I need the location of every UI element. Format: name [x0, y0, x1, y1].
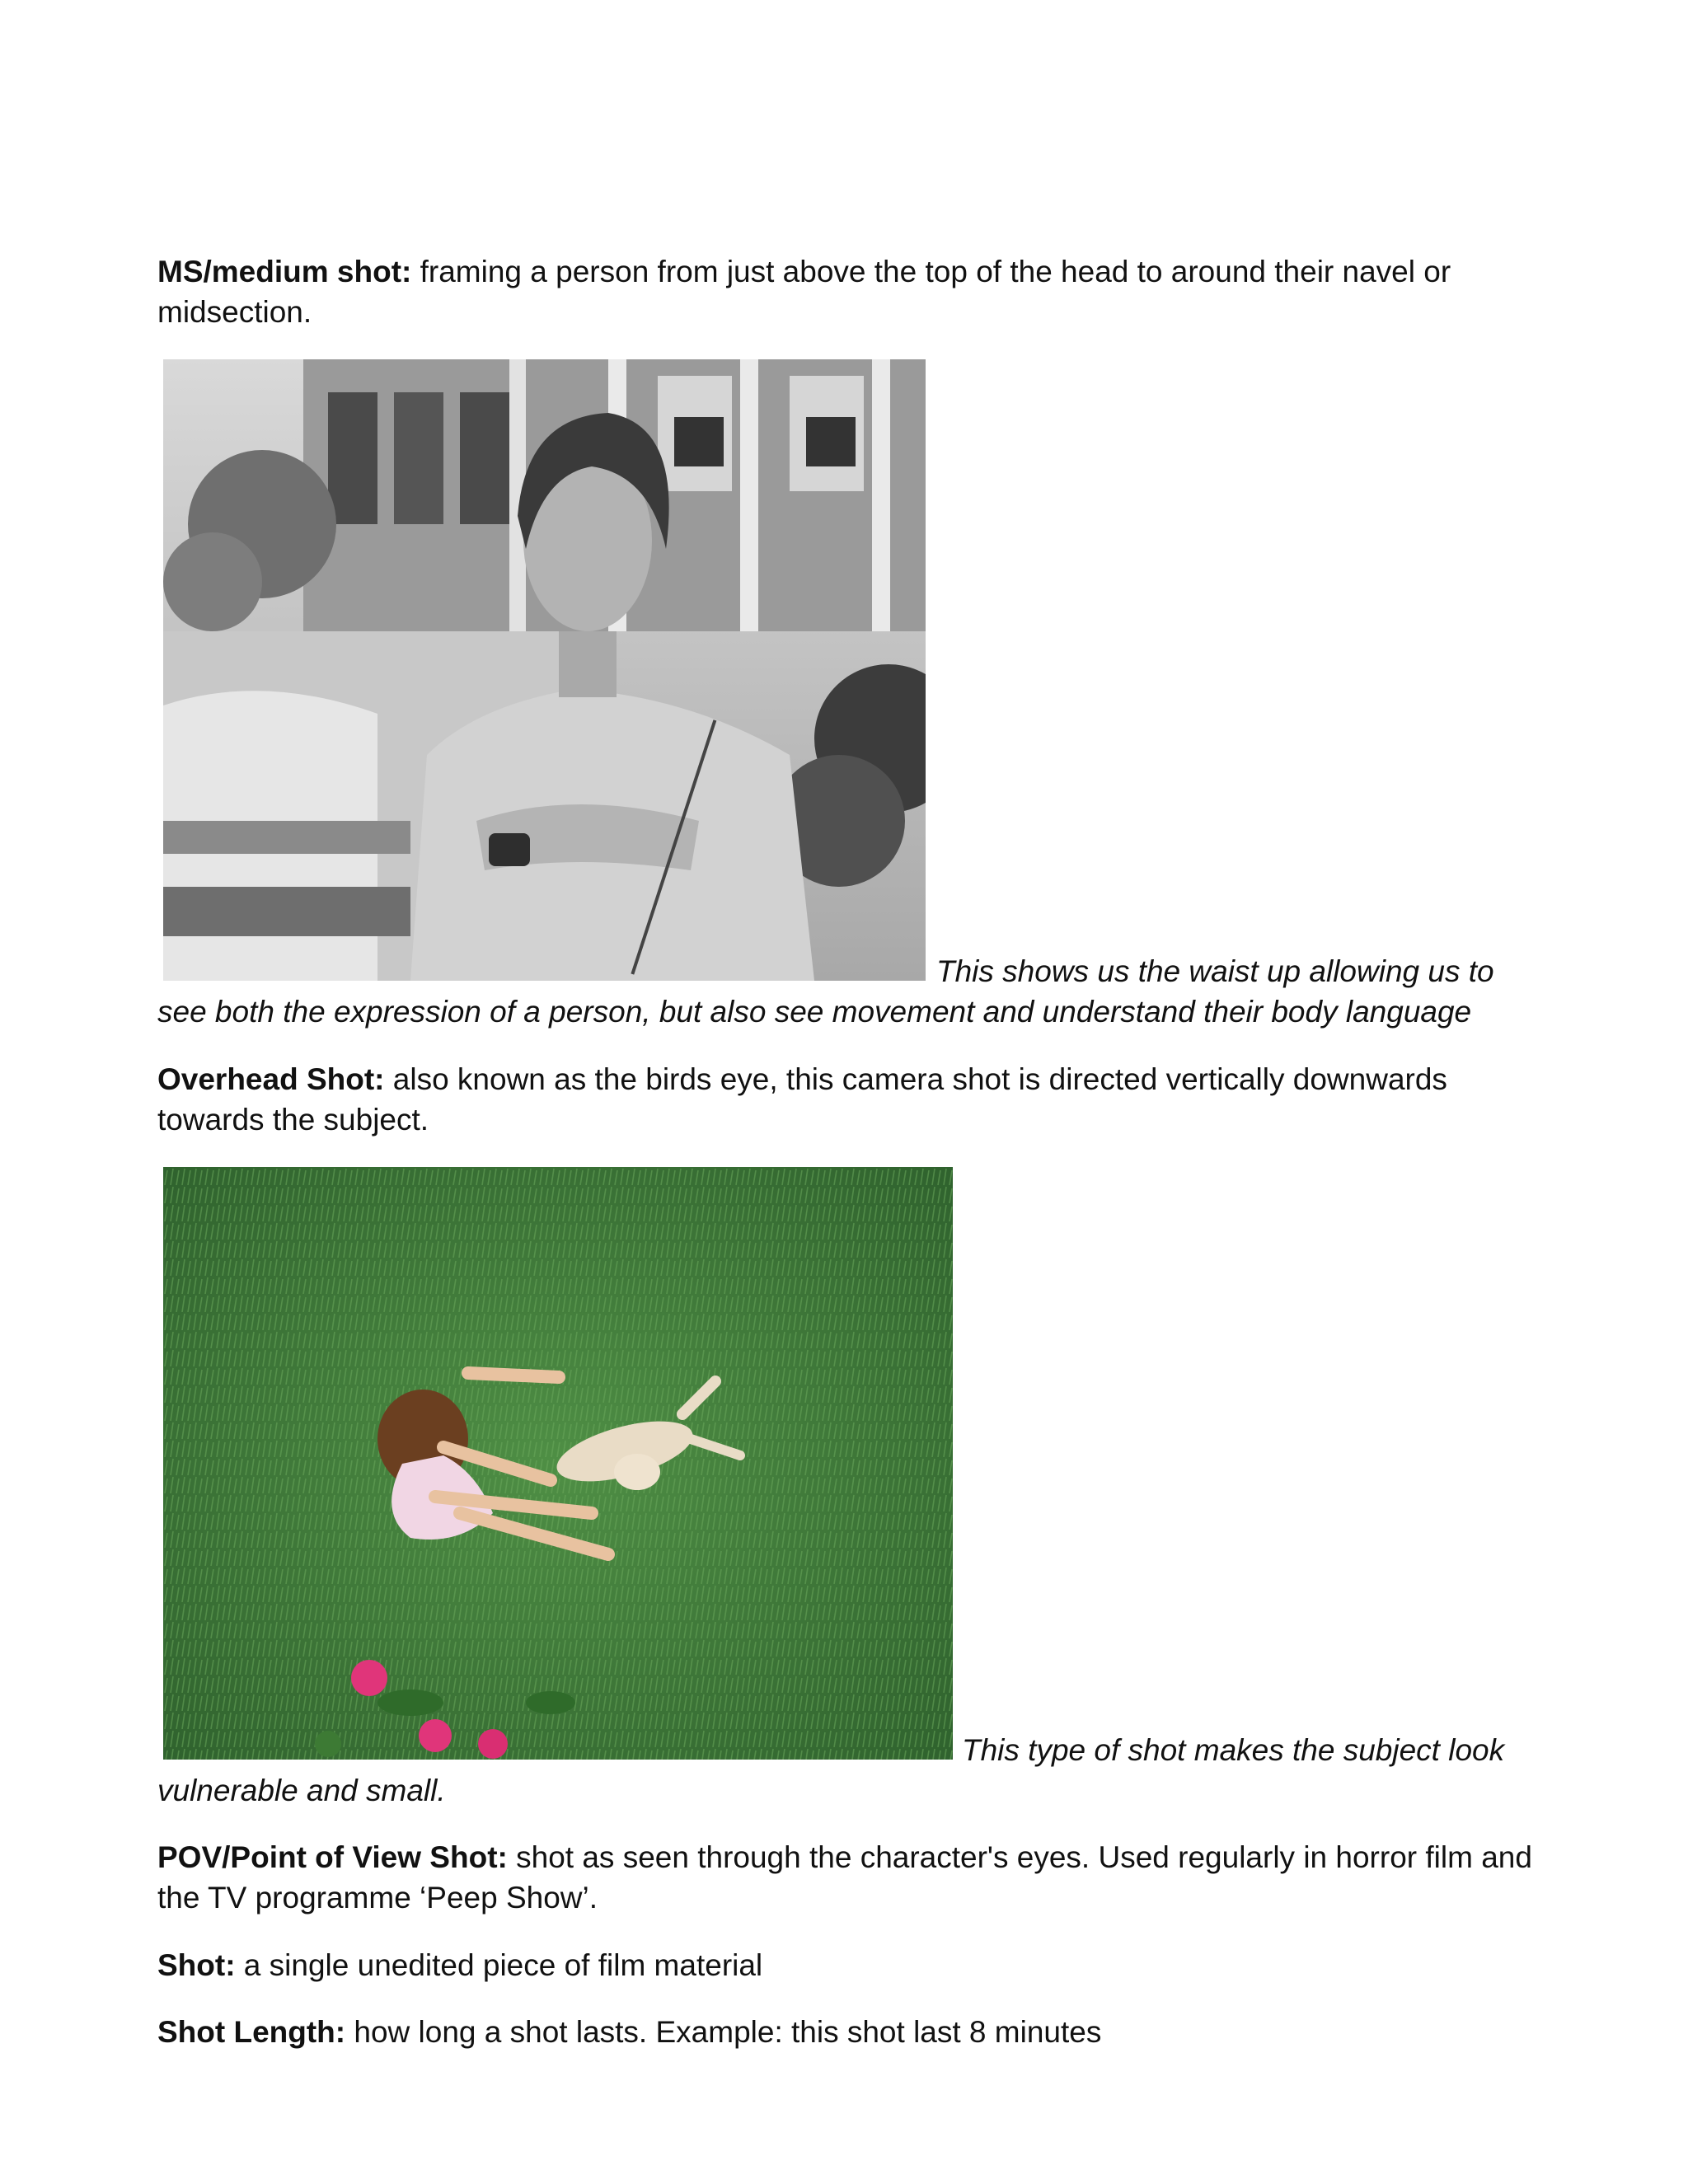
definition-text: how long a shot lasts. Example: this shot last 8 minutes — [345, 2015, 1102, 2049]
definition-text: a single unedited piece of film material — [235, 1948, 763, 1982]
definition-medium-shot — [157, 251, 1542, 332]
definition-pov-shot — [157, 1837, 1542, 1918]
overhead-shot-photo — [163, 1167, 953, 1760]
term-label: MS/medium shot: — [157, 255, 412, 288]
overhead-shot-caption — [962, 1730, 1504, 1770]
definition-overhead-shot — [157, 1059, 1542, 1140]
caption-line-2: see both the expression of a person, but also see movement and understand their body language — [157, 995, 1472, 1029]
term-label: Shot: — [157, 1948, 236, 1982]
term-label: Shot Length: — [157, 2015, 346, 2049]
definition-text: shot as seen through the character's eyes. Used regularly in horror film and the TV programme ‘Peep Show’. — [157, 1840, 1532, 1915]
term-label: Overhead Shot: — [157, 1062, 385, 1096]
medium-shot-caption — [936, 951, 1494, 991]
definition-text: also known as the birds eye, this camera shot is directed vertically downwards towards the subject. — [157, 1062, 1447, 1137]
definition-shot — [157, 1945, 1542, 1985]
caption-line-2: vulnerable and small. — [157, 1774, 446, 1807]
definition-shot-length — [157, 2012, 1542, 2052]
term-label: POV/Point of View Shot: — [157, 1840, 508, 1874]
medium-shot-caption-continued — [157, 991, 1471, 1032]
caption-line-1: This type of shot makes the subject look — [962, 1733, 1505, 1767]
definition-text: framing a person from just above the top of the head to around their navel or midsection. — [157, 255, 1451, 329]
overhead-shot-caption-continued — [157, 1770, 446, 1811]
caption-line-1: This shows us the waist up allowing us to — [936, 954, 1494, 988]
medium-shot-photo — [163, 359, 926, 981]
